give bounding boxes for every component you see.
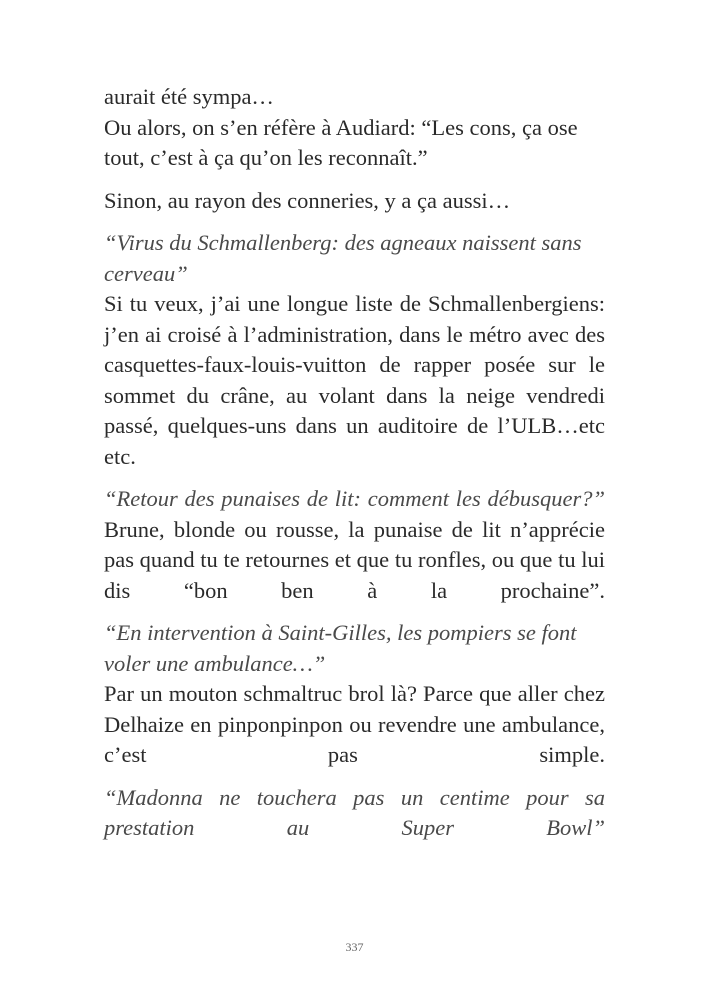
page-body [104, 82, 605, 844]
text-line-sympa: aurait été sympa… [104, 84, 274, 109]
paragraph-schmallenbergiens: Si tu veux, j’ai une longue liste de Schmallenbergiens: j’en ai croisé à l’administration, dans le métro avec des casquettes-faux-louis-vuitton de rapper posée sur le sommet du crâne, au volant dans la neige vendredi passé, quelques-uns dans un auditoire de l’ULB…etc etc. [104, 291, 605, 469]
headline-quote-punaises: “Retour des punaises de lit: comment les débusquer?” [104, 486, 605, 511]
page-number: 337 [345, 940, 364, 954]
text-sinon: Sinon, au rayon des conneries, y a ça aussi… [104, 187, 511, 213]
paragraph-punaise: Brune, blonde ou rousse, la punaise de lit n’apprécie pas quand tu te retournes et que tu ronfles, ou que tu lui dis “bon ben à la prochaine”. [104, 516, 605, 603]
text-audiard: Ou alors, on s’en réfère à Audiard: “Les cons, ça ose tout, c’est à ça qu’on les reconnaît.” [104, 114, 578, 170]
headline-quote-ambulance: “En intervention à Saint-Gilles, les pompiers se font voler une ambulance…” [104, 620, 577, 676]
headline-quote-madonna: “Madonna ne touchera pas un centime pour sa prestation au Super Bowl” [104, 784, 605, 840]
paragraph-mouton: Par un mouton schmaltruc brol là? Parce que aller chez Delhaize en pinponpinpon ou revendre une ambulance, c’est pas simple. [104, 681, 605, 767]
headline-quote-virus: “Virus du Schmallenberg: des agneaux naissent sans cerveau” [104, 230, 582, 286]
